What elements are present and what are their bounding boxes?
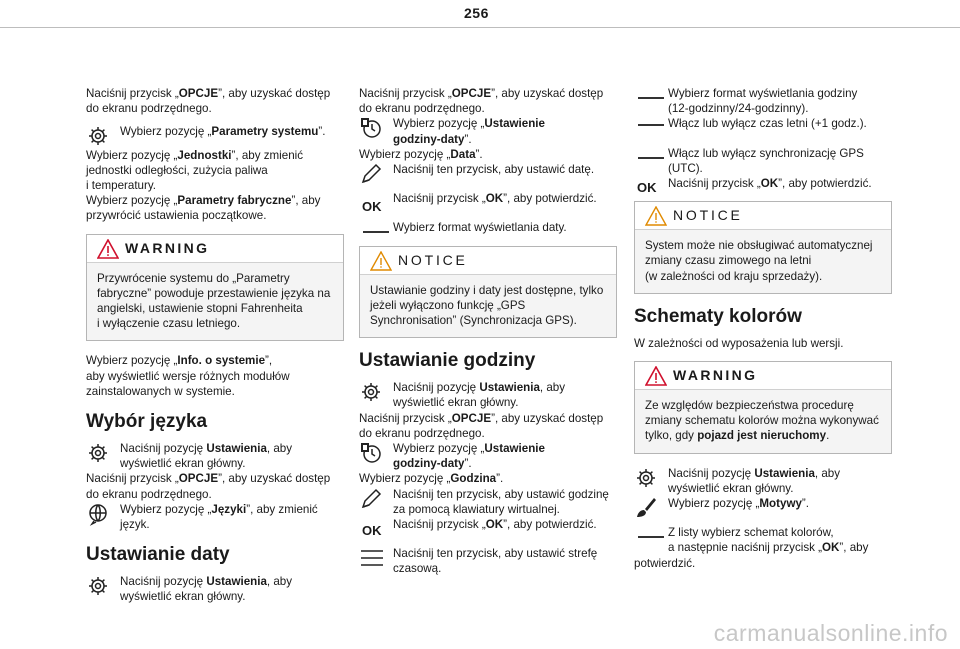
page-number: 256 [464, 5, 489, 21]
c3-step4: OK Naciśnij przycisk „OK”, aby potwierdzić. [637, 177, 872, 196]
notice-icon [645, 206, 667, 226]
c2-time-step7: Naciśnij ten przycisk, aby ustawić strefę czasową. [359, 546, 617, 576]
dash-icon [638, 124, 664, 126]
c3-warning-box: WARNING Ze względów bezpieczeństwa procedurę zmiany schematu kolorów można wykonywać tylko, gdy pojazd jest nieruchomy. [634, 361, 892, 454]
c2-step-set-date: Naciśnij ten przycisk, aby ustawić datę. [359, 162, 617, 177]
column-3 [634, 86, 892, 579]
c1-warning-box: WARNING Przywrócenie systemu do „Parametry fabryczne” powoduje przestawienie języka na angielski, ustawienie stopni Fahrenheita i wyłączenie czasu letniego. [86, 234, 344, 342]
dash-icon [638, 536, 664, 538]
dash-icon [638, 157, 664, 159]
paint-brush-icon [634, 496, 658, 520]
heading-time: Ustawianie godziny [359, 350, 536, 372]
settings-gear-icon [86, 574, 110, 598]
column-1 [86, 86, 344, 613]
settings-gear-icon [86, 441, 110, 465]
c2-time-step2: Naciśnij przycisk „OPCJE”, aby uzyskać dostęp do ekranu podrzędnego. [359, 411, 604, 440]
list-menu-icon [359, 546, 383, 570]
warning-icon [97, 239, 119, 259]
c1-lang-step3: Wybierz pozycję „Języki”, aby zmienić język. [86, 502, 344, 532]
c2-time-step6: OK Naciśnij przycisk „OK”, aby potwierdzić. [362, 518, 597, 539]
ok-icon: OK [637, 180, 657, 196]
warning-label: WARNING [673, 367, 758, 384]
c3-step1: Wybierz format wyświetlania godziny (12-godzinny/24-godzinny). [634, 86, 892, 116]
c3-p1: W zależności od wyposażenia lub wersji. [634, 336, 844, 350]
c2-notice-box: NOTICE Ustawianie godziny i daty jest dostępne, tylko jeżeli wyłączono funkcję „GPS Synchronisation” (Synchronizacja GPS). [359, 246, 617, 339]
c2-step-date-format: Wybierz format wyświetlania daty. [359, 220, 617, 235]
c1-lang-step2: Naciśnij przycisk „OPCJE”, aby uzyskać dostęp do ekranu podrzędnego. [86, 472, 331, 501]
c1-p3: Wybierz pozycję „Info. o systemie”, aby wyświetlić wersje różnych modułów zainstalowanych w systemie. [86, 354, 290, 398]
notice-label: NOTICE [398, 251, 468, 268]
settings-gear-double-icon [86, 124, 110, 148]
heading-language: Wybór języka [86, 411, 208, 433]
c2-step-ok: OK Naciśnij przycisk „OK”, aby potwierdzić. [362, 192, 597, 215]
c2-p1: Naciśnij przycisk „OPCJE”, aby uzyskać dostęp do ekranu podrzędnego. [359, 87, 604, 116]
pencil-icon [359, 162, 383, 186]
c3-notice-box: NOTICE System może nie obsługiwać automatycznej zmiany czasu zimowego na letni (w zależności od kraju sprzedaży). [634, 201, 892, 294]
heading-date: Ustawianie daty [86, 544, 230, 566]
c3-color-step3-cont: potwierdzić. [634, 556, 696, 570]
header-rule [0, 27, 960, 28]
c2-time-step5: Naciśnij ten przycisk, aby ustawić godzinę za pomocą klawiatury wirtualnej. [359, 487, 617, 517]
language-speech-icon [86, 502, 110, 526]
ok-icon: OK [362, 199, 382, 215]
c3-step2: Włącz lub wyłącz czas letni (+1 godz.). [634, 116, 892, 131]
c2-time-step4: Wybierz pozycję „Godzina”. [359, 472, 504, 486]
ok-icon: OK [362, 523, 382, 539]
clock-settings-icon [359, 441, 383, 465]
c3-color-step2: Wybierz pozycję „Motywy”. [634, 496, 892, 511]
settings-gear-icon [359, 380, 383, 404]
dash-icon [363, 231, 389, 233]
c2-step-datetime: Wybierz pozycję „Ustawienie godziny-daty”. [359, 116, 617, 146]
notice-icon [370, 251, 392, 271]
c1-p2: Wybierz pozycję „Jednostki”, aby zmienić jednostki odległości, zużycia paliwa i temperatury. Wybierz pozycję „Parametry fabryczne”, aby przywrócić ustawienia początkowe. [86, 148, 321, 223]
heading-colors: Schematy kolorów [634, 305, 802, 327]
warning-icon [645, 366, 667, 386]
c3-step3: Włącz lub wyłącz synchronizację GPS (UTC). [634, 146, 892, 176]
c2-time-step1: Naciśnij pozycję Ustawienia, aby wyświetlić ekran główny. [359, 380, 617, 410]
dash-icon [638, 97, 664, 99]
c2-time-step3: Wybierz pozycję „Ustawienie godziny-daty”. [359, 441, 617, 471]
notice-label: NOTICE [673, 207, 743, 224]
column-2 [359, 86, 617, 585]
pencil-icon [359, 487, 383, 511]
c2-p2: Wybierz pozycję „Data”. [359, 147, 483, 161]
warning-label: WARNING [125, 239, 210, 256]
c3-color-step3: Z listy wybierz schemat kolorów, a następnie naciśnij przycisk „OK”, aby [634, 525, 892, 555]
c1-step-system-params: Wybierz pozycję „Parametry systemu”. [86, 124, 344, 139]
c1-p1: Naciśnij przycisk „OPCJE”, aby uzyskać dostęp do ekranu podrzędnego. [86, 87, 331, 116]
watermark: carmanualsonline.info [713, 619, 948, 646]
c1-date-step1: Naciśnij pozycję Ustawienia, aby wyświetlić ekran główny. [86, 574, 344, 604]
c1-lang-step1: Naciśnij pozycję Ustawienia, aby wyświetlić ekran główny. [86, 441, 344, 471]
c3-color-step1: Naciśnij pozycję Ustawienia, aby wyświetlić ekran główny. [634, 466, 892, 496]
clock-settings-icon [359, 116, 383, 140]
settings-gear-icon [634, 466, 658, 490]
